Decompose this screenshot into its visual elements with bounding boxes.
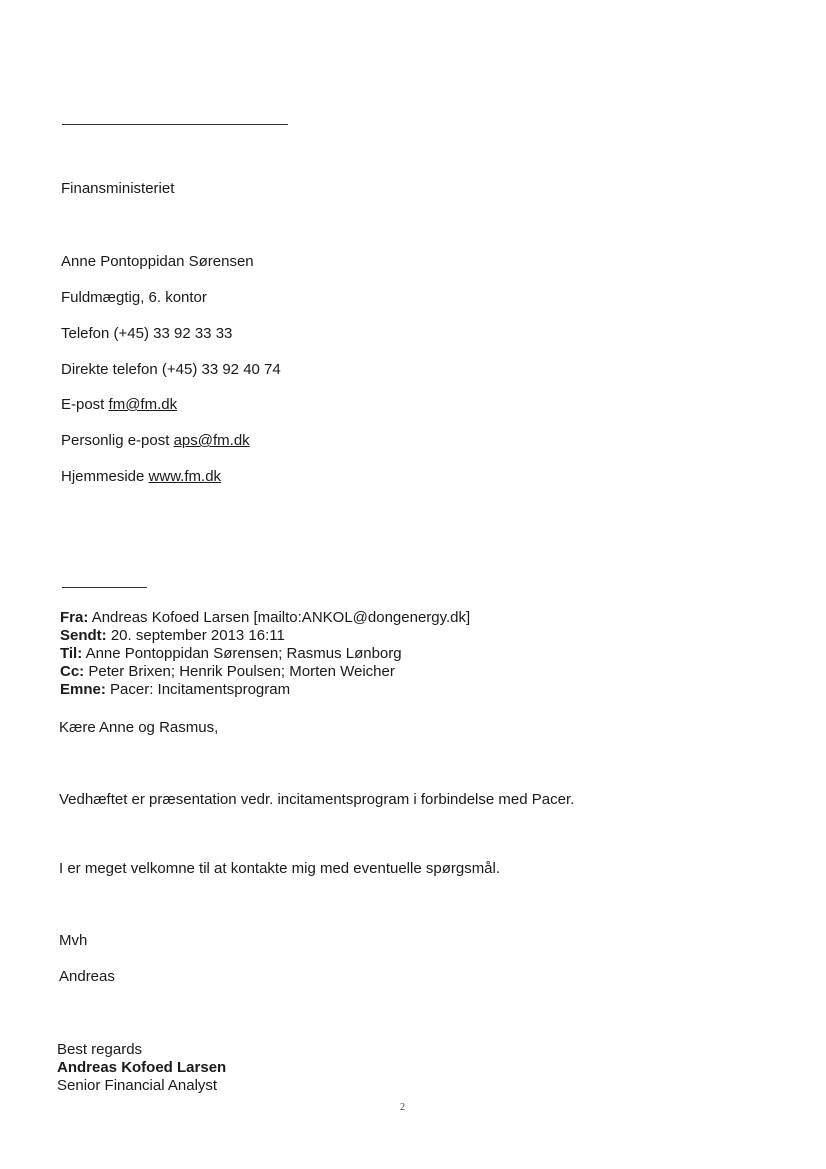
email-cc-line [60, 663, 395, 681]
sent-value: 20. september 2013 16:11 [110, 627, 285, 644]
email-paragraph-1: Vedhæftet er præsentation vedr. incitamentsprogram i forbindelse med Pacer. [59, 791, 575, 808]
signature-website-line [61, 468, 221, 486]
signature-title: Fuldmægtig, 6. kontor [61, 289, 207, 306]
email-subject-line [60, 681, 290, 699]
website-link[interactable]: www.fm.dk [148, 468, 222, 485]
page-number: 2 [400, 1102, 405, 1113]
signature-email-line [61, 396, 177, 414]
personal-email-link[interactable]: aps@fm.dk [173, 432, 250, 449]
email-link[interactable]: fm@fm.dk [108, 396, 178, 413]
subject-value: Pacer: Incitamentsprogram [110, 681, 291, 698]
to-value: Anne Pontoppidan Sørensen; Rasmus Lønborg [85, 645, 402, 662]
cc-value: Peter Brixen; Henrik Poulsen; Morten Weicher [88, 663, 395, 680]
to-label: Til: [60, 645, 83, 662]
sender-title: Senior Financial Analyst [57, 1077, 218, 1094]
sender-name: Andreas Kofoed Larsen [57, 1059, 227, 1076]
signature-name: Anne Pontoppidan Sørensen [61, 253, 254, 270]
subject-label: Emne: [60, 681, 106, 698]
email-to-line [60, 645, 402, 663]
signature-phone: Telefon (+45) 33 92 33 33 [61, 325, 233, 342]
cc-label: Cc: [60, 663, 85, 680]
from-value: Andreas Kofoed Larsen [mailto:ANKOL@dongenergy.dk] [91, 609, 471, 626]
website-label: Hjemmeside [61, 468, 145, 485]
signature-personal-email-line [61, 432, 250, 450]
email-from-line [60, 609, 470, 627]
header-separator-line [62, 587, 147, 588]
email-greeting: Kære Anne og Rasmus, [59, 719, 219, 736]
signature-direct-phone: Direkte telefon (+45) 33 92 40 74 [61, 361, 281, 378]
sender-regards: Best regards [57, 1041, 143, 1058]
from-label: Fra: [60, 609, 89, 626]
sent-label: Sendt: [60, 627, 107, 644]
top-separator-line [62, 124, 288, 125]
personal-email-label: Personlig e-post [61, 432, 170, 449]
signature-organization: Finansministeriet [61, 180, 175, 197]
email-paragraph-2: I er meget velkomne til at kontakte mig med eventuelle spørgsmål. [59, 860, 501, 877]
email-sent-line [60, 627, 285, 645]
email-sender-first-name: Andreas [59, 968, 115, 985]
email-closing: Mvh [59, 932, 88, 949]
email-label: E-post [61, 396, 105, 413]
